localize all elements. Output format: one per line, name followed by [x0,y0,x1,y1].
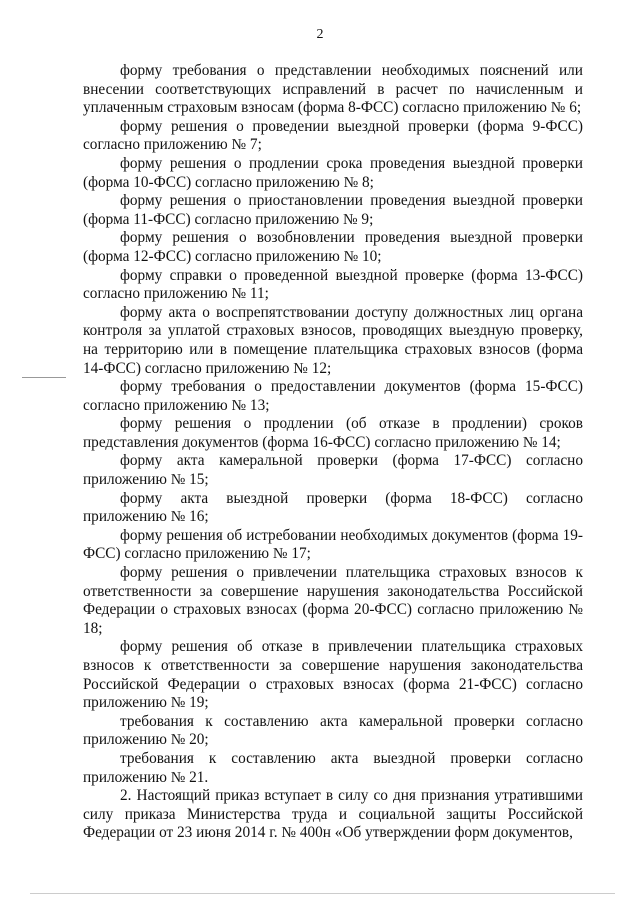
paragraph: форму требования о представлении необходимых пояснений или внесении соответствующих исправлений в расчет по начисленным и уплаченным страховым взносам (форма 8-ФСС) согласно приложению № 6; [83,62,583,117]
document-body [83,62,583,843]
paragraph: 2. Настоящий приказ вступает в силу со дня признания утратившими силу приказа Министерства труда и социальной защиты Российской Федерации от 23 июня 2014 г. № 400н «Об утверждении форм документов, [83,787,583,842]
paragraph: форму решения о приостановлении проведения выездной проверки (форма 11-ФСС) согласно приложению № 9; [83,192,583,228]
paragraph: форму решения о возобновлении проведения выездной проверки (форма 12-ФСС) согласно приложению № 10; [83,229,583,265]
paragraph: форму требования о предоставлении документов (форма 15-ФСС) согласно приложению № 13; [83,378,583,414]
margin-mark [22,377,66,378]
paragraph: форму решения о привлечении плательщика страховых взносов к ответственности за совершение нарушения законодательства Российской Федерации о страховых взносах (форма 20-ФСС) согласно приложению № 18; [83,564,583,637]
paragraph: форму решения об отказе в привлечении плательщика страховых взносов к ответственности за совершение нарушения законодательства Российской Федерации о страховых взносах (форма 21-ФСС) согласно приложению № 19; [83,638,583,712]
paragraph: форму решения о проведении выездной проверки (форма 9-ФСС) согласно приложению № 7; [83,117,583,154]
bottom-rule [30,893,615,894]
paragraph: форму акта о воспрепятствовании доступу должностных лиц органа контроля за уплатой страховых взносов, проводящих выездную проверку, на территорию или в помещение плательщика страховых взносов (форма 14-ФСС) согласно приложению № 12; [83,303,583,377]
paragraph: требования к составлению акта камеральной проверки согласно приложению № 20; [83,712,583,749]
page-number: 2 [316,27,324,42]
paragraph: форму решения о продлении срока проведения выездной проверки (форма 10-ФСС) согласно приложению № 8; [83,154,583,191]
paragraph: требования к составлению акта выездной проверки согласно приложению № 21. [83,749,583,786]
paragraph: форму справки о проведенной выездной проверке (форма 13-ФСС) согласно приложению № 11; [83,266,583,303]
paragraph: форму акта камеральной проверки (форма 17-ФСС) согласно приложению № 15; [83,452,583,489]
paragraph: форму решения об истребовании необходимых документов (форма 19-ФСС) согласно приложению № 17; [83,526,583,563]
paragraph: форму решения о продлении (об отказе в продлении) сроков представления документов (форма 16-ФСС) согласно приложению № 14; [83,415,583,451]
paragraph: форму акта выездной проверки (форма 18-ФСС) согласно приложению № 16; [83,489,583,526]
